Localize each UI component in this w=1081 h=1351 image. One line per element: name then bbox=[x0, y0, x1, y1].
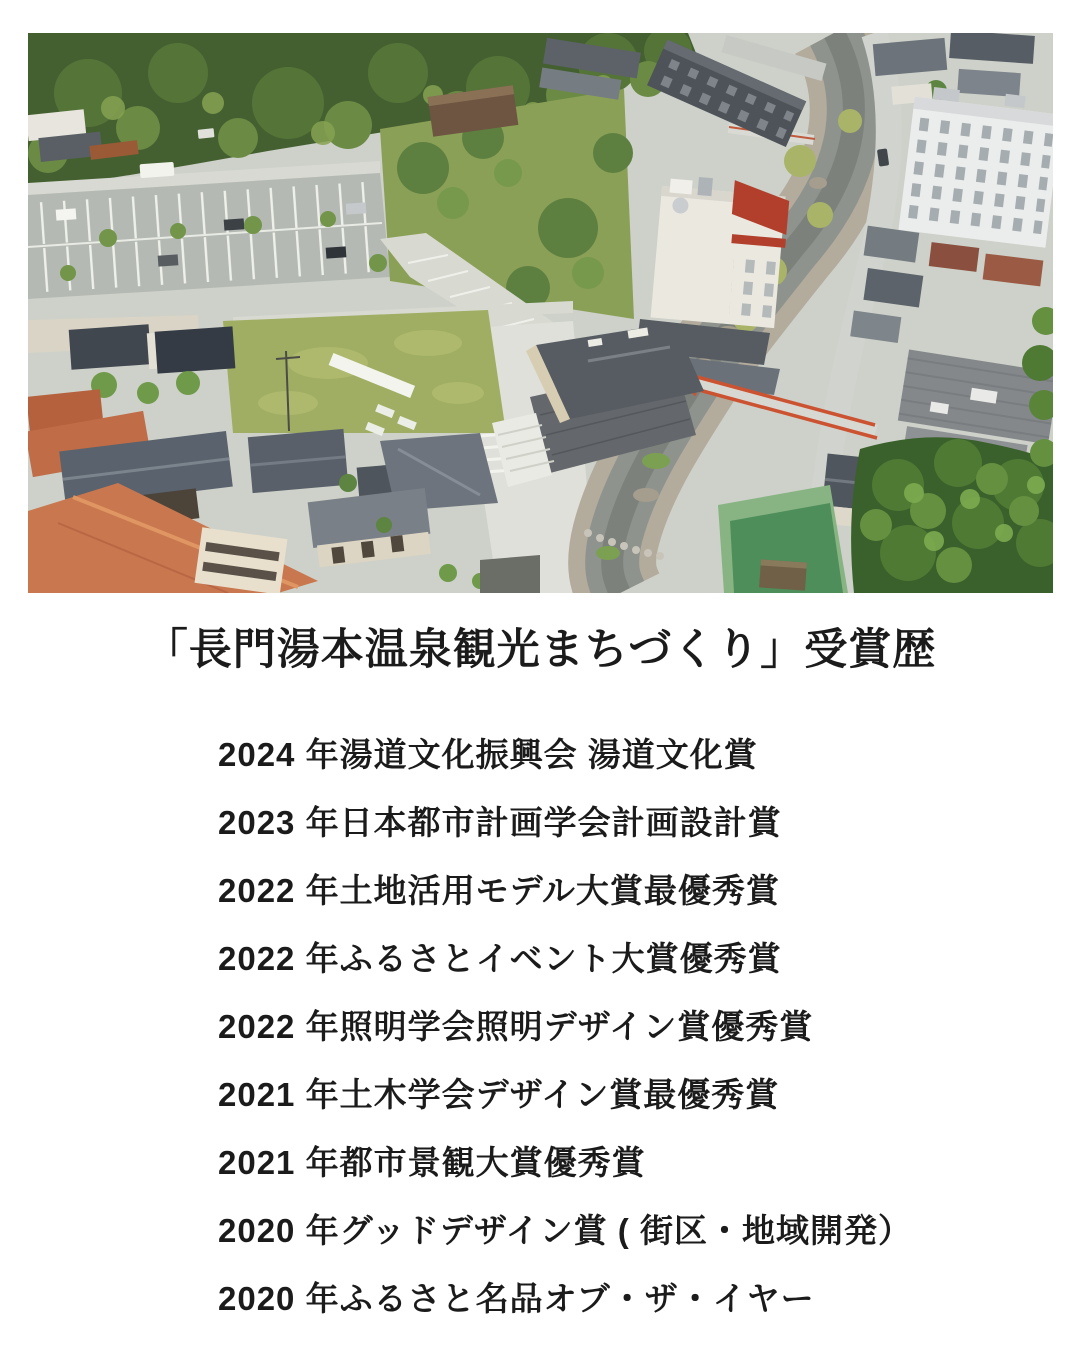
aerial-photo bbox=[28, 33, 1053, 593]
award-item: 2021 年都市景観大賞優秀賞 bbox=[218, 1143, 646, 1181]
aerial-photo-svg bbox=[28, 33, 1053, 593]
award-item: 2022 年ふるさとイベント大賞優秀賞 bbox=[218, 939, 782, 977]
parking-lot bbox=[28, 173, 390, 299]
lawn-park bbox=[223, 310, 506, 436]
award-item: 2022 年土地活用モデル大賞最優秀賞 bbox=[218, 871, 780, 909]
awards-list bbox=[218, 718, 912, 1330]
award-item: 2020 年ふるさと名品オブ・ザ・イヤー bbox=[218, 1279, 815, 1317]
award-item: 2020 年グッドデザイン賞 ( 街区・地域開発） bbox=[218, 1211, 912, 1249]
award-item: 2024 年湯道文化振興会 湯道文化賞 bbox=[218, 735, 758, 773]
award-item: 2021 年土木学会デザイン賞最優秀賞 bbox=[218, 1075, 780, 1113]
award-item: 2023 年日本都市計画学会計画設計賞 bbox=[218, 803, 782, 841]
page-title: 「長門湯本温泉観光まちづくり」受賞歴 bbox=[144, 626, 937, 674]
award-item: 2022 年照明学会照明デザイン賞優秀賞 bbox=[218, 1007, 814, 1045]
